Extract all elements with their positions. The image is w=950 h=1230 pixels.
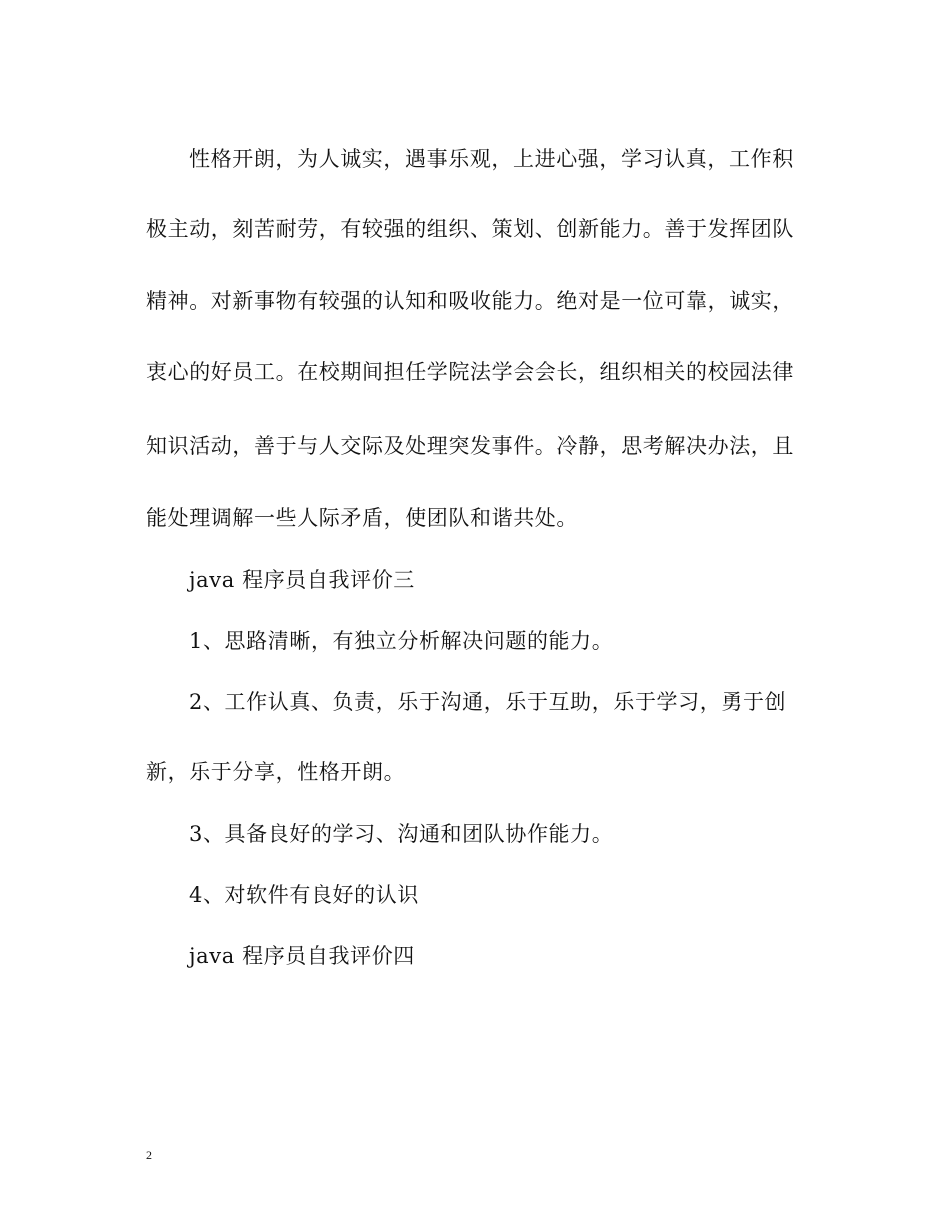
section-heading: java 程序员自我评价四 — [189, 944, 415, 968]
paragraph-line: 精神。对新事物有较强的认知和吸收能力。绝对是一位可靠，诚实， — [146, 289, 794, 313]
section-heading: java 程序员自我评价三 — [189, 568, 415, 592]
paragraph-line: 性格开朗，为人诚实，遇事乐观，上进心强，学习认真，工作积 — [189, 147, 794, 171]
paragraph-line: 极主动，刻苦耐劳，有较强的组织、策划、创新能力。善于发挥团队 — [146, 217, 794, 241]
page-number: 2 — [146, 1148, 152, 1162]
list-item: 3、具备良好的学习、沟通和团队协作能力。 — [189, 822, 614, 846]
list-item-continuation: 新，乐于分享，性格开朗。 — [146, 760, 406, 784]
paragraph-line: 知识活动，善于与人交际及处理突发事件。冷静，思考解决办法，且 — [146, 434, 794, 458]
list-item: 2、工作认真、负责，乐于沟通，乐于互助，乐于学习，勇于创 — [189, 690, 787, 714]
list-item: 4、对软件有良好的认识 — [189, 883, 419, 907]
paragraph-line: 能处理调解一些人际矛盾，使团队和谐共处。 — [146, 506, 578, 530]
list-item: 1、思路清晰，有独立分析解决问题的能力。 — [189, 629, 614, 653]
paragraph-line: 衷心的好员工。在校期间担任学院法学会会长，组织相关的校园法律 — [146, 360, 794, 384]
